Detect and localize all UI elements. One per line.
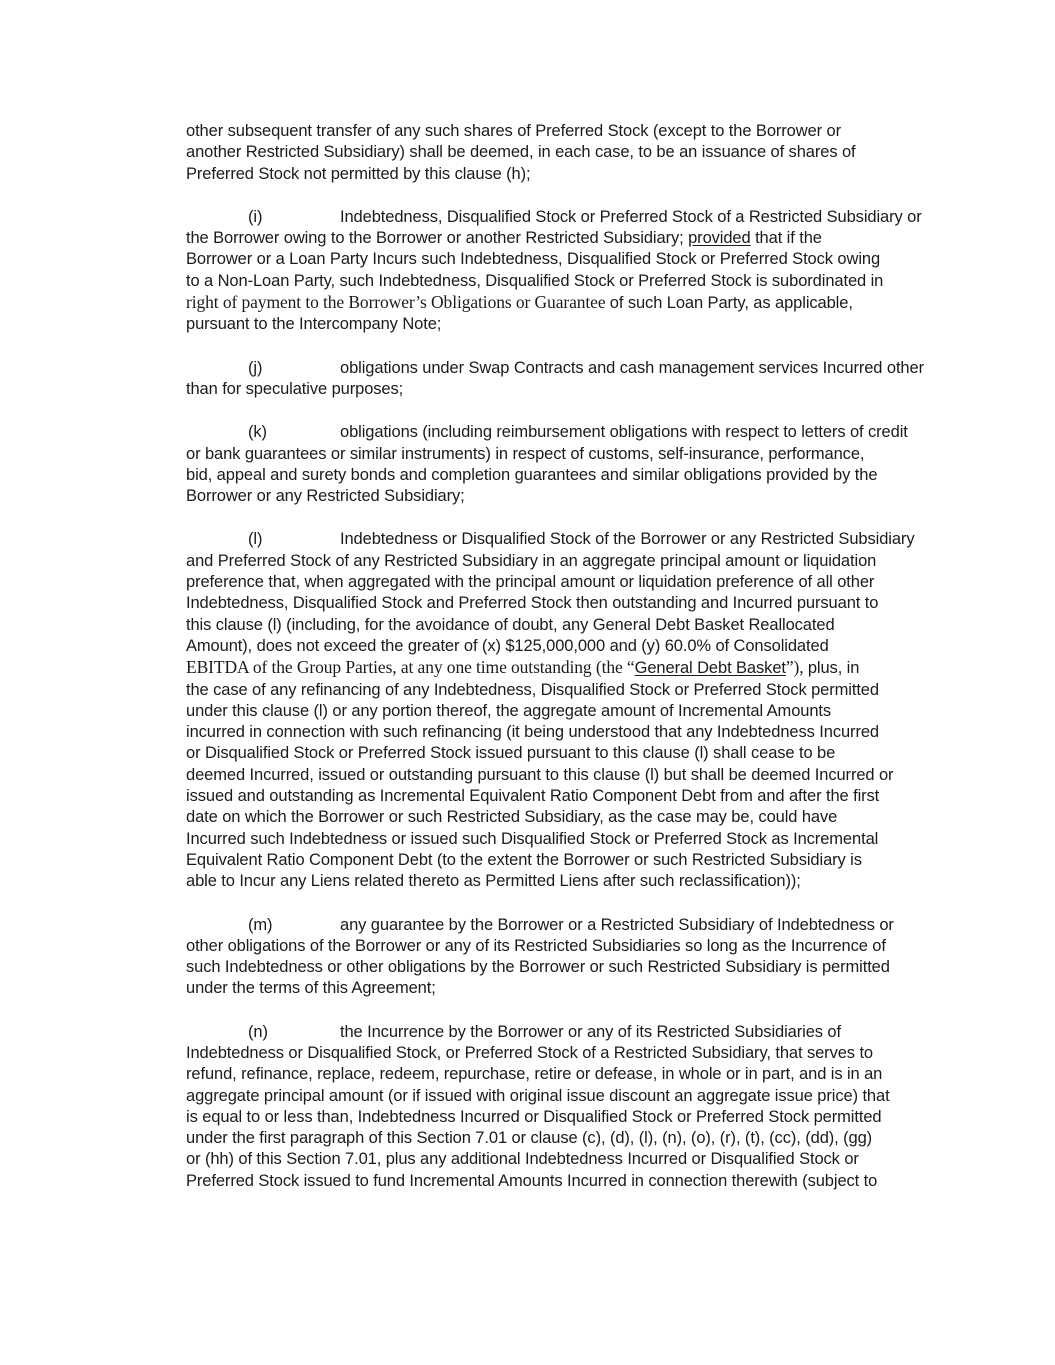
serif-text-segment: right of payment to the Borrower’s Obligations or Guarantee [186, 292, 610, 313]
text-segment: incurred in connection with such refinancing (it being understood that any Indebtedness Incurred [186, 723, 880, 742]
text-line [186, 765, 946, 786]
text-line [186, 1149, 946, 1170]
clause-l [186, 529, 946, 892]
text-line [186, 871, 946, 892]
text-segment: obligations under Swap Contracts and cash management services Incurred other [340, 358, 924, 377]
text-line [186, 829, 946, 850]
text-segment: such Indebtedness or other obligations by the Borrower or such Restricted Subsidiary is permitted [186, 958, 890, 977]
text-line [186, 1064, 946, 1085]
text-line [186, 936, 946, 957]
text-line [186, 978, 946, 999]
text-line [186, 164, 946, 185]
text-line [186, 572, 946, 593]
text-segment: Amount), does not exceed the greater of (x) $125,000,000 and (y) 60.0% of Consolidated [186, 636, 829, 655]
text-line [186, 529, 946, 550]
text-segment: of such Loan Party, as applicable, [609, 294, 853, 313]
text-line [186, 465, 946, 486]
text-line [186, 1022, 946, 1043]
text-segment: under this clause (l) or any portion thereof, the aggregate amount of Incremental Amounts [186, 701, 832, 720]
text-line [186, 1043, 946, 1064]
text-segment: this clause (l) (including, for the avoidance of doubt, any General Debt Basket Reallocated [186, 615, 835, 634]
underlined-term: General Debt Basket [634, 659, 786, 678]
text-line [186, 657, 946, 679]
clause-j [186, 358, 946, 401]
text-line [186, 1107, 946, 1128]
text-segment: any guarantee by the Borrower or a Restricted Subsidiary of Indebtedness or [340, 915, 894, 934]
text-line [186, 680, 946, 701]
text-line [186, 743, 946, 764]
text-line [186, 722, 946, 743]
text-line [186, 379, 946, 400]
text-segment: other obligations of the Borrower or any of its Restricted Subsidiaries so long as the Incurrence of [186, 936, 886, 955]
underlined-term: provided [688, 229, 751, 248]
text-segment: or bank guarantees or similar instruments) in respect of customs, self-insurance, performance, [186, 444, 865, 463]
text-line [186, 701, 946, 722]
clause-label: (n) [248, 1022, 268, 1041]
text-segment: is equal to or less than, Indebtedness Incurred or Disqualified Stock or Preferred Stock permitted [186, 1107, 882, 1126]
text-segment: and Preferred Stock of any Restricted Subsidiary in an aggregate principal amount or liquidation [186, 551, 877, 570]
text-line [186, 486, 946, 507]
text-segment: refund, refinance, replace, redeem, repurchase, retire or defease, in whole or in part, and is in an [186, 1065, 883, 1084]
text-line [186, 786, 946, 807]
text-line [186, 207, 946, 228]
text-segment: the case of any refinancing of any Indebtedness, Disqualified Stock or Preferred Stock permitted [186, 680, 879, 699]
text-segment: another Restricted Subsidiary) shall be deemed, in each case, to be an issuance of shares of [186, 143, 856, 162]
text-line [186, 1086, 946, 1107]
text-segment: Preferred Stock not permitted by this clause (h); [186, 164, 531, 183]
text-line [186, 850, 946, 871]
text-segment: Indebtedness, Disqualified Stock and Preferred Stock then outstanding and Incurred pursuant to [186, 594, 879, 613]
clause-h-continuation [186, 121, 946, 185]
clause-m [186, 915, 946, 1000]
text-line [186, 636, 946, 657]
clause-label: (m) [248, 915, 273, 934]
text-line [186, 271, 946, 292]
text-line [186, 422, 946, 443]
text-line [186, 228, 946, 249]
text-segment: under the first paragraph of this Section 7.01 or clause (c), (d), (l), (n), (o), (r), (t), (cc), (dd), (gg) [186, 1129, 873, 1148]
text-segment: aggregate principal amount (or if issued with original issue discount an aggregate issue price) that [186, 1086, 890, 1105]
text-segment: the Borrower owing to the Borrower or another Restricted Subsidiary; [186, 229, 689, 248]
text-line [186, 1128, 946, 1149]
text-segment: Indebtedness or Disqualified Stock of the Borrower or any Restricted Subsidiary [340, 530, 915, 549]
clause-n [186, 1022, 946, 1192]
text-line [186, 593, 946, 614]
text-line [186, 314, 946, 335]
document-text [186, 121, 946, 1192]
text-segment: or (hh) of this Section 7.01, plus any additional Indebtedness Incurred or Disqualified Stock or [186, 1150, 859, 1169]
text-segment: Preferred Stock issued to fund Incremental Amounts Incurred in connection therewith (subject to [186, 1171, 878, 1190]
text-line [186, 142, 946, 163]
text-segment: under the terms of this Agreement; [186, 979, 436, 998]
text-line [186, 551, 946, 572]
text-segment: than for speculative purposes; [186, 379, 404, 398]
clause-label: (l) [248, 530, 263, 549]
text-line [186, 1171, 946, 1192]
text-segment: date on which the Borrower or such Restricted Subsidiary, as the case may be, could have [186, 808, 838, 827]
clause-label: (j) [248, 358, 263, 377]
clause-label: (i) [248, 207, 263, 226]
text-segment: Borrower or any Restricted Subsidiary; [186, 487, 465, 506]
text-segment: other subsequent transfer of any such shares of Preferred Stock (except to the Borrower or [186, 122, 842, 140]
text-segment: Indebtedness, Disqualified Stock or Preferred Stock of a Restricted Subsidiary or [340, 207, 922, 226]
text-line [186, 358, 946, 379]
text-segment: to a Non-Loan Party, such Indebtedness, Disqualified Stock or Preferred Stock is subordinated in [186, 271, 884, 290]
text-segment: Equivalent Ratio Component Debt (to the extent the Borrower or such Restricted Subsidiary is [186, 850, 862, 869]
text-segment: plus, in [807, 659, 860, 678]
clause-i [186, 207, 946, 336]
text-line [186, 957, 946, 978]
text-segment: deemed Incurred, issued or outstanding pursuant to this clause (l) but shall be deemed Incurred or [186, 765, 894, 784]
text-segment: Borrower or a Loan Party Incurs such Indebtedness, Disqualified Stock or Preferred Stock owing [186, 250, 881, 269]
text-segment: bid, appeal and surety bonds and completion guarantees and similar obligations provided by the [186, 465, 878, 484]
serif-text-segment: EBITDA of the Group Parties, at any one time outstanding (the “ [186, 657, 635, 678]
text-segment: obligations (including reimbursement obligations with respect to letters of credit [340, 423, 908, 442]
text-line [186, 807, 946, 828]
text-segment: issued and outstanding as Incremental Equivalent Ratio Component Debt from and after the first [186, 787, 880, 806]
text-segment: able to Incur any Liens related thereto as Permitted Liens after such reclassification)); [186, 872, 801, 891]
text-segment: or Disqualified Stock or Preferred Stock issued pursuant to this clause (l) shall cease to be [186, 744, 836, 763]
text-segment: the Incurrence by the Borrower or any of its Restricted Subsidiaries of [340, 1022, 841, 1041]
text-line [186, 249, 946, 270]
text-line [186, 615, 946, 636]
text-line [186, 444, 946, 465]
text-line [186, 915, 946, 936]
text-segment: preference that, when aggregated with the principal amount or liquidation preference of all other [186, 573, 875, 592]
text-segment: pursuant to the Intercompany Note; [186, 315, 442, 334]
serif-text-segment: ”), [785, 657, 808, 678]
clause-label: (k) [248, 423, 267, 442]
text-segment: Incurred such Indebtedness or issued such Disqualified Stock or Preferred Stock as Incremental [186, 829, 879, 848]
clause-k [186, 422, 946, 507]
text-segment: Indebtedness or Disqualified Stock, or Preferred Stock of a Restricted Subsidiary, that serves to [186, 1043, 873, 1062]
text-line [186, 121, 946, 142]
text-line [186, 292, 946, 314]
text-segment: that if the [750, 229, 822, 248]
